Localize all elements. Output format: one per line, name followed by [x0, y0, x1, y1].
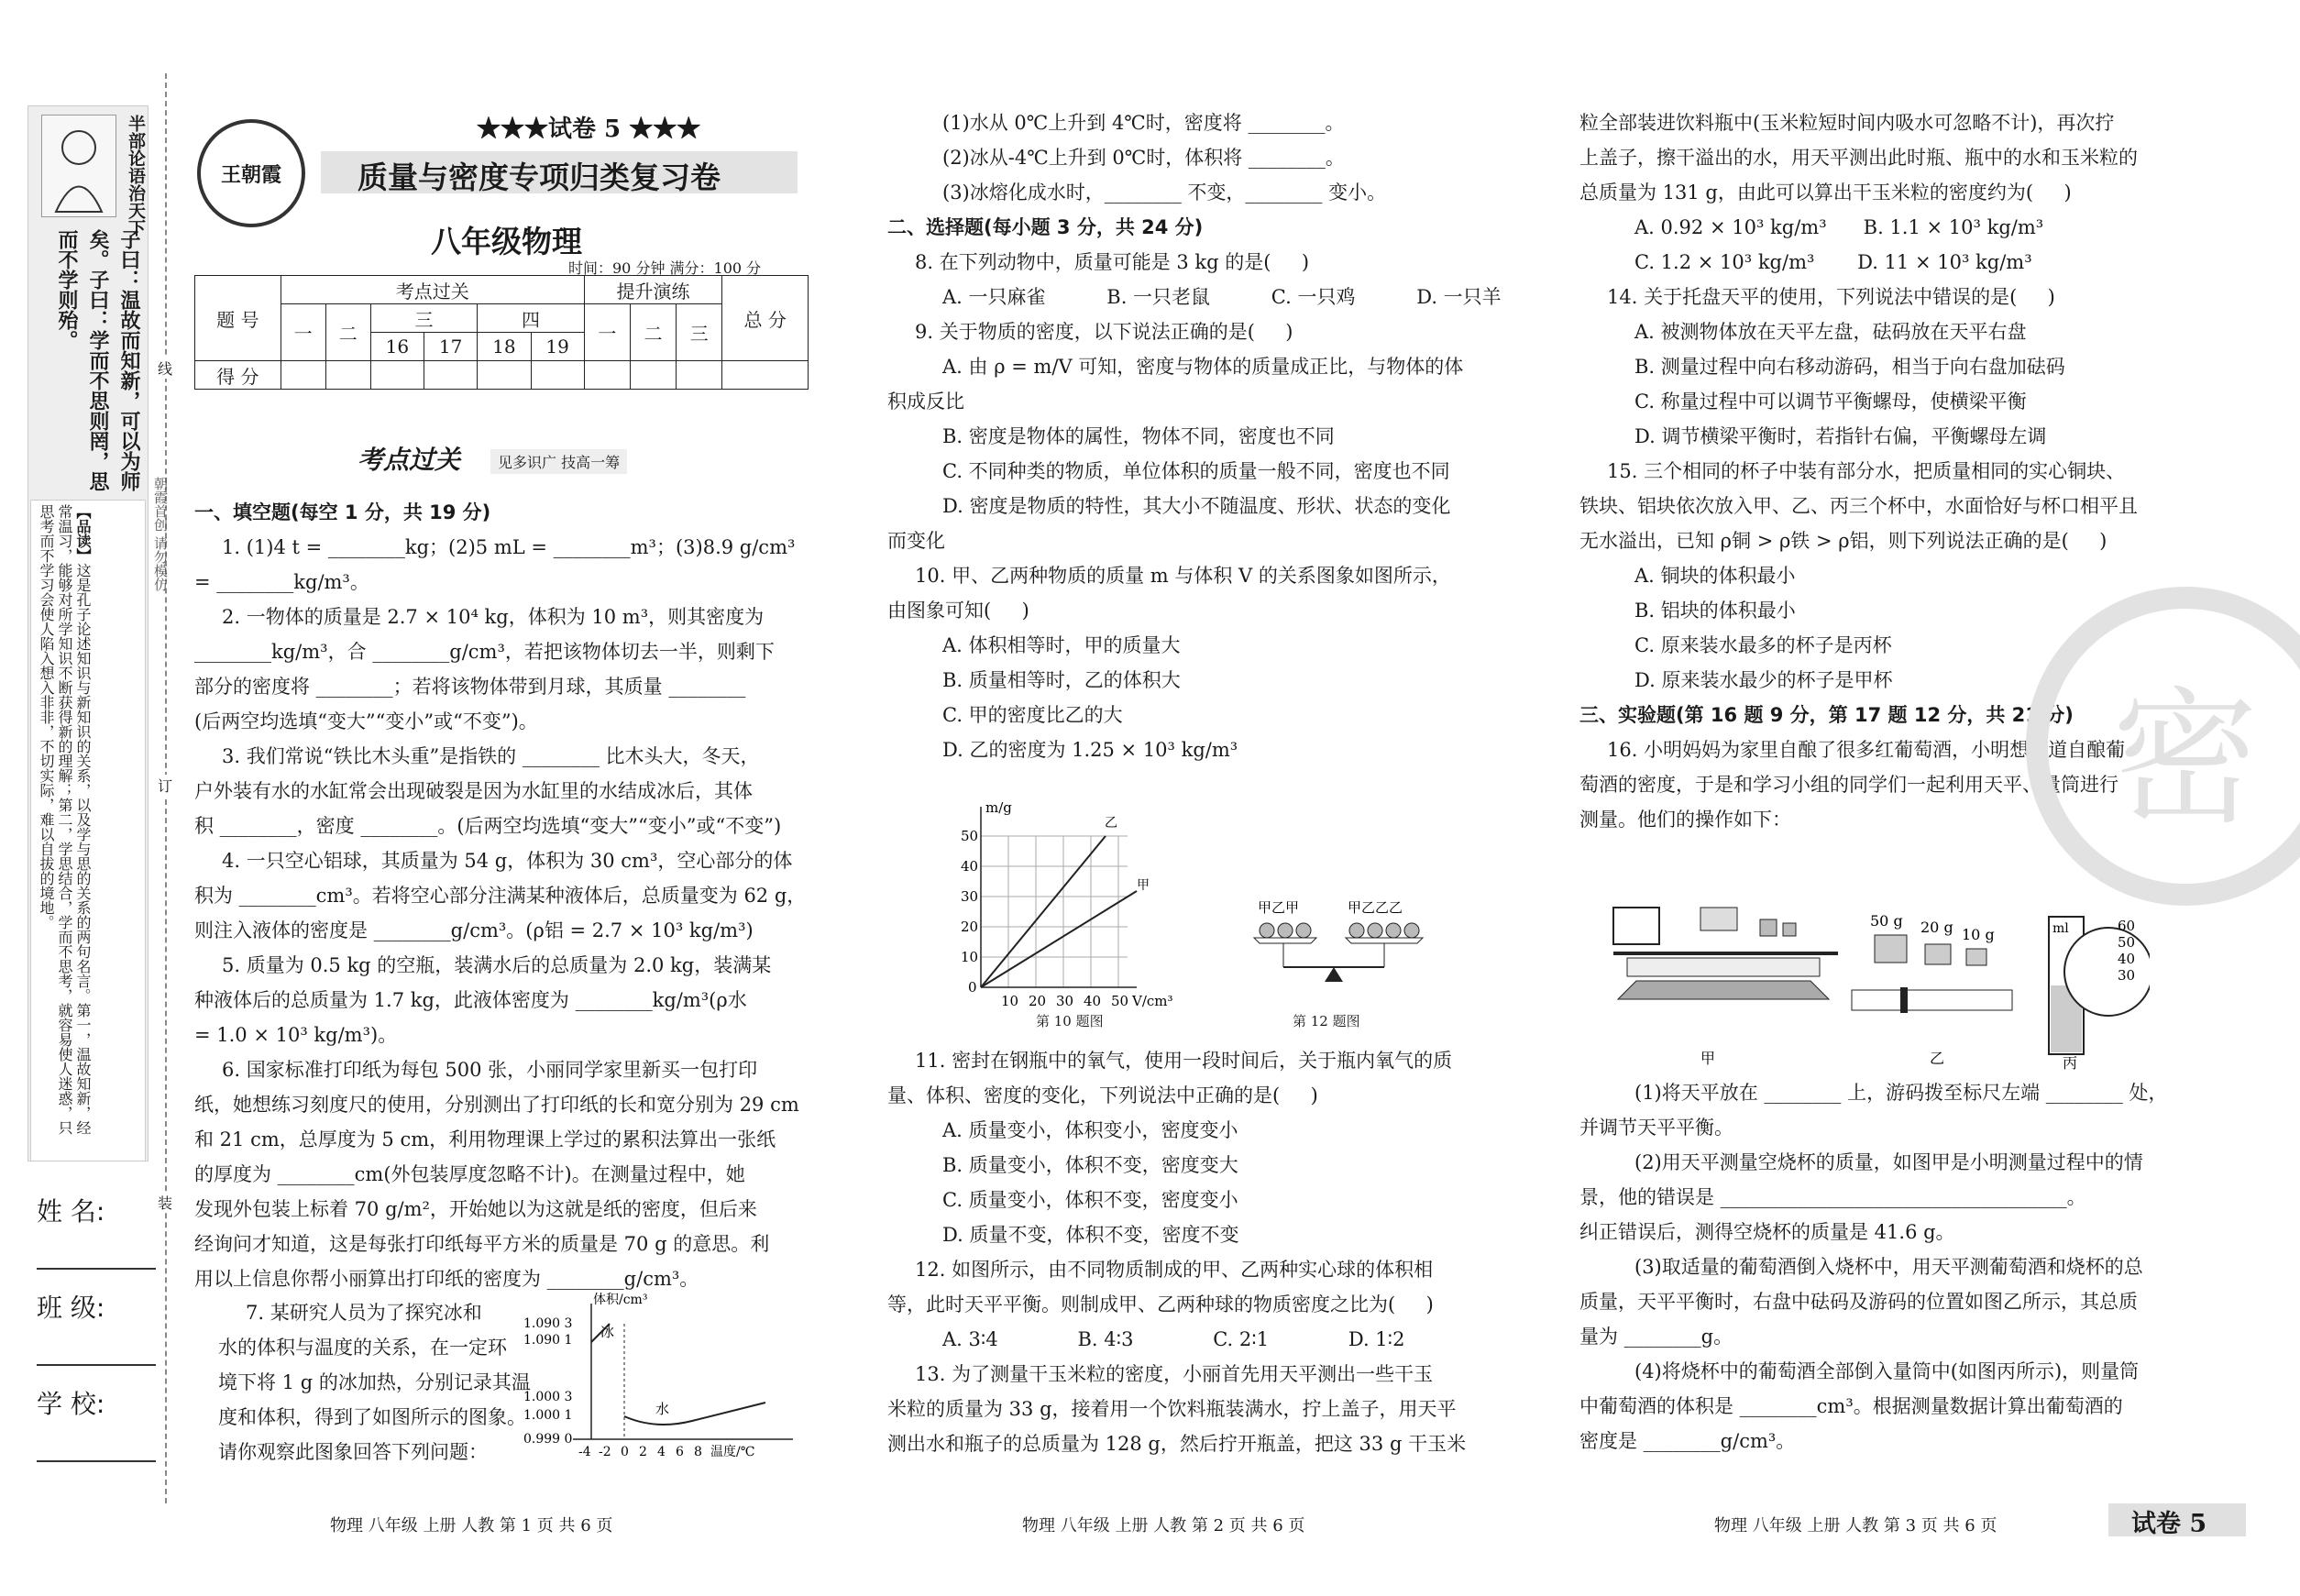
col2b-line: 量、体积、密度的变化，下列说法中正确的是( )	[887, 1084, 1318, 1106]
svg-text:m/g: m/g	[985, 799, 1012, 816]
svg-text:乙: 乙	[1930, 1050, 1945, 1067]
svg-text:1.090 3: 1.090 3	[523, 1316, 573, 1331]
col3b-line: 量为 ________g。	[1579, 1326, 1733, 1348]
col1-line: 5. 质量为 0.5 kg 的空瓶，装满水后的总质量为 2.0 kg，装满某	[222, 954, 772, 976]
col3b-line: 密度是 ________g/cm³。	[1579, 1430, 1796, 1452]
section-banner: 考点过关	[358, 445, 461, 475]
svg-text:乙: 乙	[1105, 816, 1117, 831]
svg-text:40: 40	[2118, 951, 2136, 967]
svg-text:4: 4	[657, 1445, 666, 1458]
score-table: 题 号 考点过关 提升演练 总 分 一 二 三 四 一 二 三 16 17 18 19 得 分	[194, 275, 809, 390]
svg-text:8: 8	[694, 1445, 702, 1458]
col3a-line: 测量。他们的操作如下：	[1579, 809, 1791, 831]
col2a-line: A. 体积相等时，甲的质量大	[942, 634, 1181, 656]
ice-water-volume-graph	[518, 1293, 802, 1458]
name-field[interactable]	[37, 1268, 156, 1270]
col3b-line: 纠正错误后，测得空烧杯的质量是 41.6 g。	[1579, 1221, 1955, 1243]
svg-text:甲: 甲	[1700, 1050, 1716, 1067]
svg-text:10 g: 10 g	[1962, 926, 1995, 943]
col2a-line: D. 乙的密度为 1.25 × 10³ kg/m³	[942, 739, 1238, 761]
col1-line: 积 ________，密度 ________。(后两空均选填“变大”“变小”或“不变”)	[194, 815, 782, 837]
col2b-line: A. 3∶4 B. 4∶3 C. 2∶1 D. 1∶2	[942, 1328, 1405, 1350]
col3b-line: 质量，天平平衡时，右盘中砝码及游码的位置如图乙所示，其总质	[1579, 1291, 2138, 1313]
svg-text:0: 0	[621, 1445, 629, 1458]
brand-logo: 王朝霞	[197, 119, 305, 227]
col1-line: = ________kg/m³。	[194, 571, 369, 593]
col-header-basic: 考点过关	[281, 276, 584, 304]
col1-line: 户外装有水的水缸常会出现破裂是因为水缸里的水结成冰后，其体	[194, 780, 753, 802]
q7-line: 请你观察此图象回答下列问题：	[218, 1441, 488, 1463]
col2a-line: 由图象可知( )	[887, 600, 1029, 622]
svg-text:30: 30	[2118, 967, 2136, 984]
confucius-quote: 子曰：温故而知新，可以为师矣。子曰：学而不思则罔，思而不学则殆。	[55, 229, 140, 491]
footer-page-2: 物理 八年级 上册 人教 第 2 页 共 6 页	[1022, 1516, 1305, 1535]
col3a-line: 粒全部装进饮料瓶中(玉米粒短时间内吸水可忽略不计)，再次拧	[1579, 112, 2115, 134]
col2a-line: 而变化	[887, 530, 945, 552]
line-yi	[981, 836, 1106, 987]
col2b-line: B. 质量变小，体积不变，密度变大	[942, 1154, 1238, 1176]
col3a-line: B. 测量过程中向右移动游码，相当于向右盘加砝码	[1634, 356, 2065, 378]
col3a-line: B. 铝块的体积最小	[1634, 600, 1796, 622]
col2a-line: C. 不同种类的物质，单位体积的质量一般不同，密度也不同	[942, 460, 1450, 482]
col2a-line: A. 由 ρ = m/V 可知，密度与物体的质量成正比，与物体的体	[942, 356, 1464, 378]
column-2-top	[887, 105, 1520, 767]
col3b-line: 并调节天平平衡。	[1579, 1117, 1733, 1139]
time-info: 时间：90 分钟 满分：100 分	[568, 259, 762, 277]
col3a-line: D. 原来装水最少的杯子是甲杯	[1634, 669, 1893, 691]
svg-text:-2: -2	[599, 1445, 611, 1458]
cut-label-1: 线	[158, 358, 172, 379]
col2b-line: 12. 如图所示，由不同物质制成的甲、乙两种实心球的体积相	[915, 1259, 1434, 1281]
class-label: 班 级:	[37, 1293, 105, 1323]
col1-line: 3. 我们常说“铁比木头重”是指铁的 ________ 比木头大，冬天，	[222, 745, 760, 767]
col2a-line: 10. 甲、乙两种物质的质量 m 与体积 V 的关系图象如图所示，	[915, 565, 1451, 587]
col1-line: 1. (1)4 t = ________kg；(2)5 mL = ________m³；(3)8.9 g/cm³	[222, 536, 796, 558]
col3b-line: (4)将烧杯中的葡萄酒全部倒入量筒中(如图丙所示)，则量筒	[1634, 1360, 2140, 1382]
col2b-line: 米粒的质量为 33 g，接着用一个饮料瓶装满水，拧上盖子，用天平	[887, 1398, 1457, 1420]
col3a-line: 14. 关于托盘天平的使用，下列说法中错误的是( )	[1607, 286, 2055, 308]
col1-line: 的厚度为 ________cm(外包装厚度忽略不计)。在测量过程中，她	[194, 1163, 745, 1185]
col2a-line: C. 甲的密度比乙的大	[942, 704, 1123, 726]
class-field[interactable]	[37, 1364, 156, 1366]
col3a-line: 三、实验题(第 16 题 9 分，第 17 题 12 分，共 21 分)	[1579, 704, 2074, 726]
col2b-line: 测出水和瓶子的总质量为 128 g，然后拧开瓶盖，把这 33 g 干玉米	[887, 1433, 1467, 1455]
col3b-line: (3)取适量的葡萄酒倒入烧杯中，用天平测葡萄酒和烧杯的总	[1634, 1256, 2143, 1278]
col1-line: 用以上信息你帮小丽算出打印纸的密度为 ________g/cm³。	[194, 1268, 699, 1290]
confucius-portrait	[41, 115, 116, 217]
col1-line: (后两空均选填“变大”“变小”或“不变”)。	[194, 710, 538, 732]
col3a-line: 上盖子，擦干溢出的水，用天平测出此时瓶、瓶中的水和玉米粒的	[1579, 147, 2138, 169]
side-note: 朝霞首创 请勿模仿	[152, 477, 169, 591]
balance-figure	[1247, 894, 1458, 995]
col2b-line: D. 质量不变，体积不变，密度不变	[942, 1224, 1239, 1246]
subject-title: 八年级物理	[431, 224, 582, 259]
secret-stamp: 密	[2026, 587, 2300, 906]
paper-number: ★★★试卷 5 ★★★	[477, 116, 701, 143]
svg-text:50 g: 50 g	[1870, 912, 1903, 930]
q7-line: 度和体积，得到了如图所示的图象。	[218, 1406, 526, 1428]
svg-text:1.090 1: 1.090 1	[523, 1333, 573, 1348]
col3a-line: 铁块、铝块依次放入甲、乙、丙三个杯中，水面恰好与杯口相平且	[1579, 495, 2138, 517]
fig10-caption: 第 10 题图	[1036, 1013, 1104, 1029]
svg-text:30: 30	[961, 888, 979, 905]
col3a-line: A. 0.92 × 10³ kg/m³ B. 1.1 × 10³ kg/m³	[1634, 216, 2044, 238]
paper-title: 质量与密度专项归类复习卷	[358, 160, 721, 195]
col2b-line: C. 质量变小，体积不变，密度变小	[942, 1189, 1238, 1211]
column-1	[194, 495, 818, 1296]
svg-text:1.000 1: 1.000 1	[523, 1408, 573, 1423]
col3b-line: 中葡萄酒的体积是 ________cm³。根据测量数据计算出葡萄酒的	[1579, 1395, 2123, 1417]
col1-line: 种液体后的总质量为 1.7 kg，此液体密度为 ________kg/m³(ρ水	[194, 989, 747, 1011]
col2a-line: 二、选择题(每小题 3 分，共 24 分)	[887, 216, 1204, 238]
col2a-line: A. 一只麻雀 B. 一只老鼠 C. 一只鸡 D. 一只羊	[942, 286, 1502, 308]
col2b-line: 13. 为了测量干玉米粒的密度，小丽首先用天平测出一些干玉	[915, 1363, 1434, 1385]
svg-text:60: 60	[2118, 918, 2136, 934]
water-curve	[624, 1403, 765, 1425]
svg-text:40: 40	[961, 858, 979, 875]
svg-text:甲乙乙乙: 甲乙乙乙	[1348, 899, 1403, 916]
svg-text:10: 10	[961, 949, 979, 965]
graph-xlabel: 温度/℃	[710, 1445, 755, 1458]
col3a-line: 无水溢出，已知 ρ铜 > ρ铁 > ρ铝，则下列说法正确的是( )	[1579, 530, 2107, 552]
svg-text:丙: 丙	[2063, 1054, 2078, 1072]
col2a-line: 9. 关于物质的密度，以下说法正确的是( )	[915, 321, 1293, 343]
col1-line: 则注入液体的密度是 ________g/cm³。(ρ铝 = 2.7 × 10³ kg/m³)	[194, 919, 754, 941]
svg-text:-4: -4	[578, 1445, 591, 1458]
col2a-line: (3)冰熔化成水时，________ 不变，________ 变小。	[942, 182, 1387, 204]
q7-line: 境下将 1 g 的冰加热，分别记录其温	[218, 1371, 531, 1393]
svg-text:0.999 0: 0.999 0	[523, 1432, 573, 1447]
col3a-line: A. 铜块的体积最小	[1634, 565, 1796, 587]
line-jia	[981, 891, 1137, 987]
col2b-line: 等，此时天平平衡。则制成甲、乙两种球的物质密度之比为( )	[887, 1293, 1434, 1315]
name-label: 姓 名:	[37, 1196, 105, 1227]
col1-line: 和 21 cm，总厚度为 5 cm，利用物理课上学过的累积法算出一张纸	[194, 1128, 776, 1150]
school-label: 学 校:	[37, 1389, 105, 1419]
svg-text:40: 40	[1084, 993, 1102, 1009]
col1-line: 积为 ________cm³。若将空心部分注满某种液体后，总质量变为 62 g，	[194, 885, 807, 907]
svg-text:20: 20	[961, 919, 979, 935]
svg-text:0: 0	[968, 979, 977, 996]
motto-small: 半部论语治天下	[126, 115, 146, 237]
svg-text:30: 30	[1056, 993, 1074, 1009]
svg-text:20: 20	[1029, 993, 1047, 1009]
col-header-advanced: 提升演练	[584, 276, 722, 304]
score-row-label: 得 分	[195, 361, 281, 390]
svg-text:50: 50	[2118, 934, 2136, 951]
svg-text:50: 50	[1111, 993, 1129, 1009]
svg-text:6: 6	[676, 1445, 684, 1458]
fig12-caption: 第 12 题图	[1293, 1013, 1360, 1029]
col3b-line: 景，他的错误是 ____________________________________。	[1579, 1186, 2086, 1208]
col1-line: 一、填空题(每空 1 分，共 19 分)	[194, 501, 491, 523]
col1-line: 6. 国家标准打印纸为每包 500 张，小丽同学家里新买一包打印	[222, 1059, 758, 1081]
col2b-line: A. 质量变小，体积变小，密度变小	[942, 1119, 1238, 1141]
col3a-line: C. 称量过程中可以调节平衡螺母，使横梁平衡	[1634, 391, 2027, 413]
col3a-line: 总质量为 131 g，由此可以算出干玉米粒的密度约为( )	[1579, 182, 2072, 204]
col1-line: = 1.0 × 10³ kg/m³)。	[194, 1024, 398, 1046]
col3a-line: A. 被测物体放在天平左盘，砝码放在天平右盘	[1634, 321, 2027, 343]
cut-label-3: 装	[158, 1192, 172, 1213]
svg-text:20 g: 20 g	[1920, 919, 1953, 936]
svg-text:ml: ml	[2052, 921, 2069, 936]
col3a-line: 16. 小明妈妈为家里自酿了很多红葡萄酒，小明想知道自酿葡	[1607, 739, 2126, 761]
svg-text:冰: 冰	[600, 1324, 615, 1340]
question-7	[218, 1295, 531, 1469]
footer-page-1: 物理 八年级 上册 人教 第 1 页 共 6 页	[330, 1516, 613, 1535]
footer-page-3: 物理 八年级 上册 人教 第 3 页 共 6 页	[1714, 1516, 1997, 1535]
col1-line: 纸，她想练习刻度尺的使用，分别测出了打印纸的长和宽分别为 29 cm	[194, 1094, 799, 1116]
column-3-bottom	[1579, 1075, 2258, 1458]
col3a-line: 萄酒的密度，于是和学习小组的同学们一起利用天平、量筒进行	[1579, 774, 2118, 796]
q7-line: 水的体积与温度的关系，在一定环	[218, 1337, 507, 1359]
svg-text:水: 水	[655, 1401, 670, 1417]
cut-label-2: 订	[158, 775, 172, 796]
col2a-line: (1)水从 0℃上升到 4℃时，密度将 ________。	[942, 112, 1345, 134]
col-header-total: 总 分	[722, 276, 809, 361]
col2b-line: 11. 密封在钢瓶中的氧气，使用一段时间后，关于瓶内氧气的质	[915, 1050, 1453, 1072]
banner-sub: 见多识广 技高一筹	[490, 449, 627, 474]
pindu-text: 【品读】这是孔子论述知识与新知识的关系，以及学与思的关系的两句名言。第一，温故知新，经常温习，能够对所学知识不断获得新的理解；第二，学思结合，学而不思考，就容易使人迷惑，只思考而不学习会使人陷入想入非非，不切实际，难以自拔的境地。	[38, 504, 92, 1135]
col2a-line: B. 密度是物体的属性，物体不同，密度也不同	[942, 425, 1335, 447]
col2a-line: 积成反比	[887, 391, 964, 413]
col2a-line: D. 密度是物质的特性，其大小不随温度、形状、状态的变化	[942, 495, 1451, 517]
column-2-bottom	[887, 1043, 1520, 1461]
col3b-line: (2)用天平测量空烧杯的质量，如图甲是小明测量过程中的情	[1634, 1151, 2143, 1173]
col1-line: 2. 一物体的质量是 2.7 × 10⁴ kg，体积为 10 m³，则其密度为	[222, 606, 765, 628]
svg-text:V/cm³: V/cm³	[1132, 993, 1173, 1009]
svg-text:甲乙甲: 甲乙甲	[1258, 899, 1300, 916]
col2a-line: (2)冰从-4℃上升到 0℃时，体积将 ________。	[942, 147, 1345, 169]
q7-line: 7. 某研究人员为了探究冰和	[246, 1302, 482, 1324]
col1-line: 经询问才知道，这是每张打印纸每平方米的质量是 70 g 的意思。利	[194, 1233, 770, 1255]
footer-tag: 试卷 5	[2131, 1510, 2207, 1538]
graph-ylabel: 体积/cm³	[593, 1293, 648, 1307]
col2a-line: 8. 在下列动物中，质量可能是 3 kg 的是( )	[915, 251, 1310, 273]
svg-text:1.000 3: 1.000 3	[523, 1390, 573, 1404]
mass-volume-graph	[944, 799, 1219, 1019]
col1-line: 部分的密度将 ________；若将该物体带到月球，其质量 ________	[194, 676, 746, 698]
svg-text:甲: 甲	[1137, 878, 1150, 893]
school-field[interactable]	[37, 1460, 156, 1462]
svg-text:10: 10	[1001, 993, 1019, 1009]
col3a-line: C. 1.2 × 10³ kg/m³ D. 11 × 10³ kg/m³	[1634, 251, 2032, 273]
svg-text:50: 50	[961, 828, 979, 844]
svg-text:2: 2	[639, 1445, 647, 1458]
col3a-line: C. 原来装水最多的杯子是丙杯	[1634, 634, 1892, 656]
col3b-line: (1)将天平放在 ________ 上，游码拨至标尺左端 ________ 处，	[1634, 1082, 2168, 1104]
col1-line: ________kg/m³，合 ________g/cm³，若把该物体切去一半，则剩下	[194, 641, 775, 663]
col-header-qno: 题 号	[195, 276, 281, 361]
col3a-line: D. 调节横梁平衡时，若指针右偏，平衡螺母左调	[1634, 425, 2047, 447]
col3a-line: 15. 三个相同的杯子中装有部分水，把质量相同的实心铜块、	[1607, 460, 2126, 482]
experiment-figure	[1600, 903, 2150, 1073]
col2a-line: B. 质量相等时，乙的体积大	[942, 669, 1181, 691]
col1-line: 4. 一只空心铝球，其质量为 54 g，体积为 30 cm³，空心部分的体	[222, 850, 793, 872]
col1-line: 发现外包装上标着 70 g/m²，开始她以为这就是纸的密度，但后来	[194, 1198, 757, 1220]
